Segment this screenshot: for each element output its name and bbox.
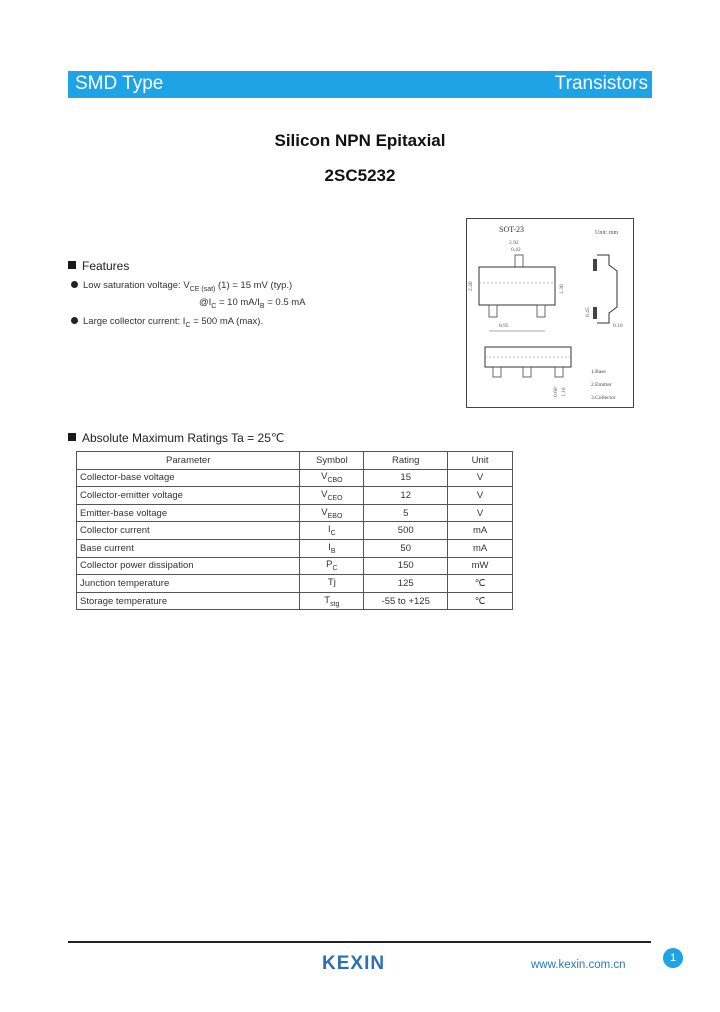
rating-cell: 500: [364, 522, 448, 540]
table-row: [77, 592, 513, 610]
website-link[interactable]: www.kexin.com.cn: [531, 959, 626, 971]
part-number: 2SC5232: [324, 166, 396, 185]
table-header-row: [77, 452, 513, 470]
rating-cell: 50: [364, 539, 448, 557]
header-banner: [68, 71, 652, 98]
table-row: [77, 575, 513, 593]
param-cell: Collector-base voltage: [77, 469, 300, 487]
dim-lead-width: 0.42: [511, 247, 521, 253]
side-lead-bottom: [593, 307, 597, 319]
rating-cell: 150: [364, 557, 448, 575]
table-row: [77, 469, 513, 487]
dim-top-width: 2.92: [509, 240, 519, 246]
dim-h2: 1.10: [561, 387, 567, 397]
table-row: [77, 487, 513, 505]
col-header-symbol: Symbol: [300, 452, 364, 470]
symbol-cell: $P_C$: [300, 557, 364, 575]
rating-cell: 125: [364, 575, 448, 593]
unit-cell: ℃: [448, 592, 513, 610]
feature-subscript: C: [185, 321, 191, 329]
param-cell: Junction temperature: [77, 575, 300, 593]
feature-item: [71, 280, 292, 293]
dot-bullet-icon: [71, 281, 78, 288]
unit-cell: ℃: [448, 575, 513, 593]
rating-cell: 12: [364, 487, 448, 505]
ratings-heading-label: Absolute Maximum Ratings Ta = 25℃: [82, 431, 285, 445]
symbol-cell: $I_C$: [300, 522, 364, 540]
feature-text: @I: [199, 297, 212, 308]
param-cell: Emitter-base voltage: [77, 504, 300, 522]
pin-3-lead: [515, 255, 523, 267]
table-row: [77, 522, 513, 540]
feature-text: (1) = 15 mV (typ.): [215, 280, 293, 291]
param-cell: Collector power dissipation: [77, 557, 300, 575]
table-row: [77, 504, 513, 522]
unit-cell: V: [448, 487, 513, 505]
symbol-cell: $V_{CEO}$: [300, 487, 364, 505]
pin-2-lead: [537, 305, 545, 317]
table-row: [77, 557, 513, 575]
unit-cell: mW: [448, 557, 513, 575]
dim-body: 1.30: [559, 284, 565, 294]
doc-title: Silicon NPN Epitaxial: [274, 131, 446, 150]
feature-text: = 500 mA (max).: [190, 316, 264, 327]
param-cell: Base current: [77, 539, 300, 557]
feature-item-condition: [199, 297, 306, 310]
dim-pitch: 0.95: [499, 323, 509, 329]
unit-cell: V: [448, 504, 513, 522]
dim-height: 0.45: [585, 307, 591, 317]
feature-subscript: C: [211, 302, 217, 310]
dim-thick: 0.10: [613, 323, 623, 329]
package-name-label: SOT-23: [499, 225, 525, 234]
square-bullet-icon: [68, 261, 76, 269]
col-header-unit: Unit: [448, 452, 513, 470]
dim-h1: 0.60: [553, 387, 559, 397]
features-heading-label: Features: [82, 259, 130, 273]
symbol-cell: $T_{stg}$: [300, 592, 364, 610]
pin-label-1: 1.Base: [591, 369, 606, 375]
kexin-logo: KEXIN: [322, 953, 386, 974]
symbol-cell: $V_{CBO}$: [300, 469, 364, 487]
col-header-rating: Rating: [364, 452, 448, 470]
rating-cell: -55 to +125: [364, 592, 448, 610]
symbol-cell: $I_B$: [300, 539, 364, 557]
feature-text: = 10 mA/I: [216, 297, 260, 308]
feature-text: = 0.5 mA: [264, 297, 306, 308]
feature-subscript: CE (sat): [189, 285, 216, 293]
dot-bullet-icon: [71, 317, 78, 324]
package-drawing: [466, 218, 634, 408]
pin-label-3: 3.Collector: [591, 395, 616, 401]
rating-cell: 5: [364, 504, 448, 522]
feature-item: [71, 316, 263, 329]
page-number-badge: 1: [663, 948, 683, 968]
feature-subscript: B: [259, 302, 265, 310]
feature-text: Low saturation voltage: V: [83, 280, 190, 291]
ratings-table: [76, 451, 513, 610]
param-cell: Storage temperature: [77, 592, 300, 610]
table-row: [77, 539, 513, 557]
features-heading: [68, 259, 129, 273]
pin-1-lead: [489, 305, 497, 317]
feature-text: Large collector current: I: [83, 316, 186, 327]
square-bullet-icon: [68, 433, 76, 441]
col-header-parameter: Parameter: [77, 452, 300, 470]
param-cell: Collector current: [77, 522, 300, 540]
header-left-label: SMD Type: [75, 73, 164, 94]
unit-cell: mA: [448, 522, 513, 540]
package-outline-diagram: [467, 219, 633, 407]
side-lead-top: [593, 259, 597, 271]
unit-cell: V: [448, 469, 513, 487]
dim-side: 2.40: [468, 281, 474, 291]
param-cell: Collector-emitter voltage: [77, 487, 300, 505]
symbol-cell: $V_{EBO}$: [300, 504, 364, 522]
pin-label-2: 2.Emitter: [591, 382, 612, 388]
ratings-heading: [68, 431, 284, 445]
header-right-label: Transistors: [554, 73, 648, 94]
unit-cell: mA: [448, 539, 513, 557]
package-unit-label: Unit: mm: [595, 230, 619, 236]
footer-divider: [68, 941, 651, 943]
rating-cell: 15: [364, 469, 448, 487]
side-view-body: [597, 255, 617, 323]
top-view-body: [479, 267, 555, 305]
symbol-cell: Tj: [300, 575, 364, 593]
